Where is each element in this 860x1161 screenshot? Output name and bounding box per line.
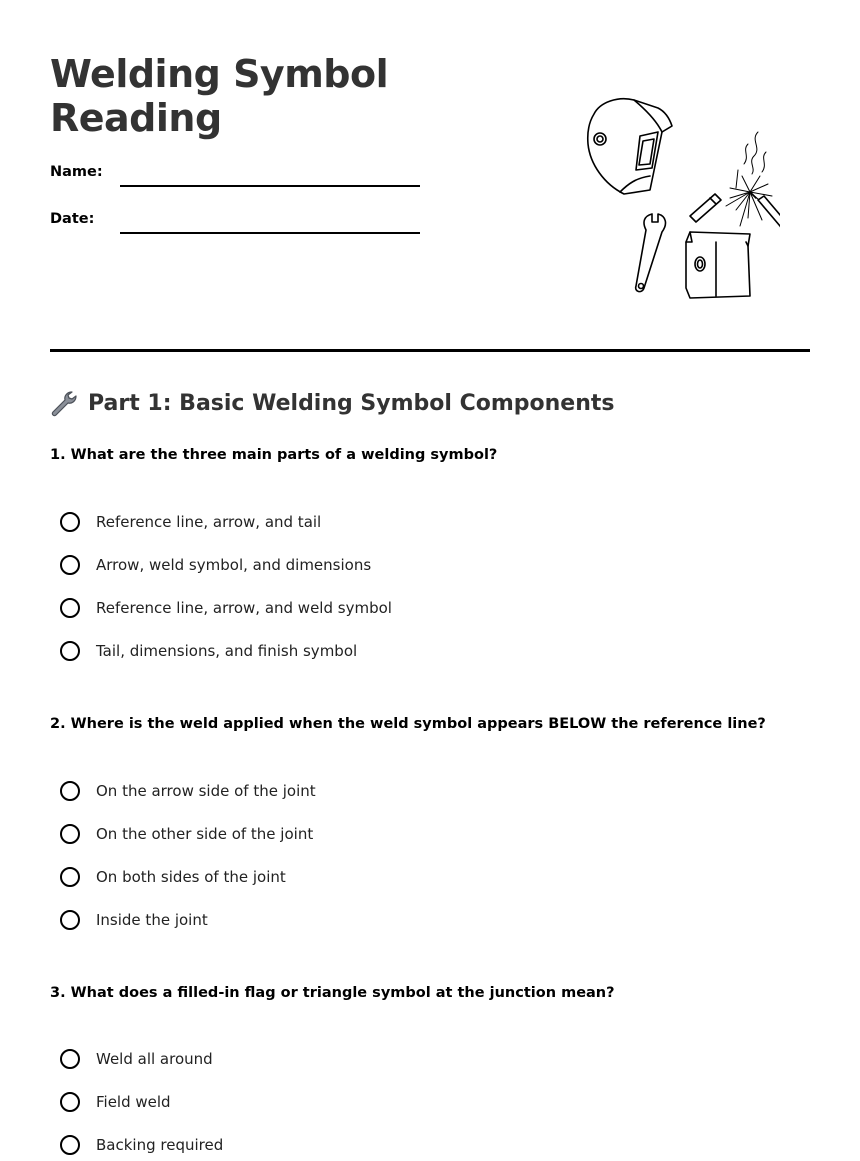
wrench-icon (50, 389, 80, 419)
part-1-heading (50, 388, 615, 420)
welding-torch-icon (750, 192, 780, 276)
name-field[interactable] (50, 164, 420, 188)
welding-illustration (580, 92, 780, 306)
metal-block-icon (686, 232, 750, 298)
worksheet-title (50, 52, 388, 140)
question-1: 1. What are the three main parts of a welding symbol? (50, 447, 498, 463)
radio-button[interactable] (60, 598, 80, 618)
question-1-option-b[interactable] (60, 552, 371, 578)
sparks-icon (726, 132, 772, 226)
date-underline[interactable] (120, 232, 420, 234)
radio-button[interactable] (60, 1092, 80, 1112)
title-line-1: Welding Symbol (50, 52, 389, 96)
option-label: Inside the joint (96, 911, 208, 929)
radio-button[interactable] (60, 781, 80, 801)
name-label: Name: (50, 164, 103, 180)
option-label: On the other side of the joint (96, 825, 314, 843)
part-1-title: Part 1: Basic Welding Symbol Components (88, 391, 615, 416)
option-label: Arrow, weld symbol, and dimensions (96, 556, 372, 574)
option-label: Reference line, arrow, and tail (96, 513, 322, 531)
welding-rod-icon (690, 194, 721, 222)
radio-button[interactable] (60, 512, 80, 532)
question-3: 3. What does a filled-in flag or triangle symbol at the junction mean? (50, 985, 615, 1001)
radio-button[interactable] (60, 1049, 80, 1069)
welding-helmet-icon (588, 99, 672, 194)
question-1-option-c[interactable] (60, 595, 392, 621)
question-3-option-b[interactable] (60, 1089, 171, 1115)
date-field[interactable] (50, 211, 420, 235)
worksheet-page (50, 0, 810, 1161)
wrench-icon (636, 214, 666, 292)
option-label: Tail, dimensions, and finish symbol (96, 642, 358, 660)
option-label: On the arrow side of the joint (96, 782, 316, 800)
section-divider (50, 349, 810, 352)
title-line-2: Reading (50, 96, 222, 140)
question-1-option-d[interactable] (60, 638, 357, 664)
option-label: Reference line, arrow, and weld symbol (96, 599, 392, 617)
date-label: Date: (50, 211, 95, 227)
radio-button[interactable] (60, 1135, 80, 1155)
option-label: On both sides of the joint (96, 868, 286, 886)
radio-button[interactable] (60, 867, 80, 887)
option-label: Weld all around (96, 1050, 213, 1068)
question-2: 2. Where is the weld applied when the weld symbol appears BELOW the reference line? (50, 716, 766, 732)
question-1-option-a[interactable] (60, 509, 321, 535)
question-3-option-c[interactable] (60, 1132, 223, 1158)
option-label: Backing required (96, 1136, 224, 1154)
question-3-option-a[interactable] (60, 1046, 213, 1072)
radio-button[interactable] (60, 555, 80, 575)
question-2-option-d[interactable] (60, 907, 208, 933)
name-underline[interactable] (120, 185, 420, 187)
option-label: Field weld (96, 1093, 171, 1111)
radio-button[interactable] (60, 641, 80, 661)
radio-button[interactable] (60, 824, 80, 844)
radio-button[interactable] (60, 910, 80, 930)
question-2-option-b[interactable] (60, 821, 313, 847)
question-2-option-c[interactable] (60, 864, 286, 890)
question-2-option-a[interactable] (60, 778, 316, 804)
